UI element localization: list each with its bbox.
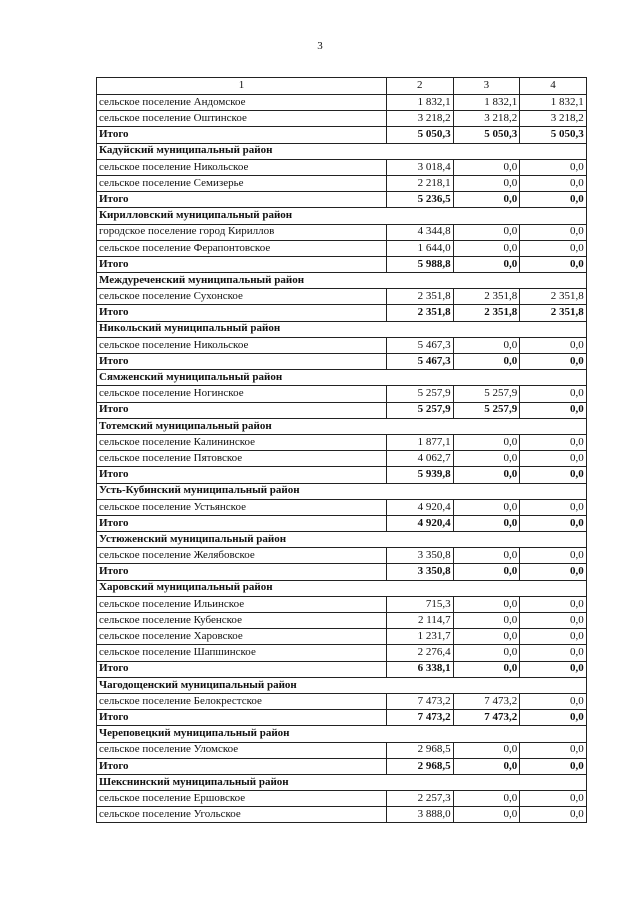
col-4-value: 0,0 bbox=[520, 613, 587, 629]
header-cell-3: 3 bbox=[453, 78, 520, 95]
col-2-value: 2 276,4 bbox=[387, 645, 454, 661]
district-name: Чагодощенский муниципальный район bbox=[97, 677, 587, 693]
col-4-value: 0,0 bbox=[520, 337, 587, 353]
settlement-row bbox=[97, 613, 587, 629]
col-3-value: 5 257,9 bbox=[453, 386, 520, 402]
district-header-row bbox=[97, 321, 587, 337]
district-name: Сямженский муниципальный район bbox=[97, 370, 587, 386]
header-row bbox=[97, 78, 587, 95]
col-4-value: 0,0 bbox=[520, 159, 587, 175]
col-4-value: 1 832,1 bbox=[520, 95, 587, 111]
col-2-value: 2 257,3 bbox=[387, 791, 454, 807]
total-row bbox=[97, 564, 587, 580]
total-label: Итого bbox=[97, 758, 387, 774]
header-cell-2: 2 bbox=[387, 78, 454, 95]
total-label: Итого bbox=[97, 127, 387, 143]
settlement-name: сельское поселение Уломское bbox=[97, 742, 387, 758]
settlement-row bbox=[97, 499, 587, 515]
district-name: Усть-Кубинский муниципальный район bbox=[97, 483, 587, 499]
col-3-value: 5 257,9 bbox=[453, 402, 520, 418]
total-label: Итого bbox=[97, 515, 387, 531]
col-3-value: 0,0 bbox=[453, 337, 520, 353]
col-3-value: 0,0 bbox=[453, 758, 520, 774]
total-row bbox=[97, 661, 587, 677]
col-2-value: 5 988,8 bbox=[387, 256, 454, 272]
col-3-value: 5 050,3 bbox=[453, 127, 520, 143]
col-3-value: 0,0 bbox=[453, 548, 520, 564]
total-label: Итого bbox=[97, 661, 387, 677]
district-header-row bbox=[97, 418, 587, 434]
district-header-row bbox=[97, 483, 587, 499]
col-4-value: 0,0 bbox=[520, 354, 587, 370]
settlement-row bbox=[97, 95, 587, 111]
total-row bbox=[97, 305, 587, 321]
col-2-value: 5 257,9 bbox=[387, 386, 454, 402]
total-row bbox=[97, 467, 587, 483]
district-header-row bbox=[97, 774, 587, 790]
district-name: Харовский муниципальный район bbox=[97, 580, 587, 596]
settlement-name: сельское поселение Угольское bbox=[97, 807, 387, 823]
district-name: Устюженский муниципальный район bbox=[97, 532, 587, 548]
total-label: Итого bbox=[97, 354, 387, 370]
settlement-row bbox=[97, 791, 587, 807]
settlement-name: сельское поселение Ершовское bbox=[97, 791, 387, 807]
col-3-value: 0,0 bbox=[453, 192, 520, 208]
settlement-row bbox=[97, 111, 587, 127]
settlement-name: сельское поселение Устьянское bbox=[97, 499, 387, 515]
col-2-value: 5 467,3 bbox=[387, 354, 454, 370]
col-3-value: 0,0 bbox=[453, 499, 520, 515]
total-label: Итого bbox=[97, 192, 387, 208]
col-4-value: 0,0 bbox=[520, 564, 587, 580]
col-4-value: 0,0 bbox=[520, 548, 587, 564]
col-4-value: 0,0 bbox=[520, 224, 587, 240]
district-name: Тотемский муниципальный район bbox=[97, 418, 587, 434]
district-header-row bbox=[97, 370, 587, 386]
total-label: Итого bbox=[97, 710, 387, 726]
col-2-value: 2 351,8 bbox=[387, 305, 454, 321]
settlement-row bbox=[97, 224, 587, 240]
col-2-value: 1 832,1 bbox=[387, 95, 454, 111]
col-4-value: 0,0 bbox=[520, 386, 587, 402]
settlement-row bbox=[97, 548, 587, 564]
settlement-row bbox=[97, 337, 587, 353]
settlement-name: сельское поселение Никольское bbox=[97, 337, 387, 353]
col-4-value: 2 351,8 bbox=[520, 289, 587, 305]
total-label: Итого bbox=[97, 564, 387, 580]
col-3-value: 0,0 bbox=[453, 515, 520, 531]
budget-table bbox=[96, 77, 587, 823]
col-2-value: 5 257,9 bbox=[387, 402, 454, 418]
col-3-value: 0,0 bbox=[453, 629, 520, 645]
district-header-row bbox=[97, 677, 587, 693]
col-3-value: 2 351,8 bbox=[453, 289, 520, 305]
col-4-value: 0,0 bbox=[520, 175, 587, 191]
col-3-value: 0,0 bbox=[453, 661, 520, 677]
col-3-value: 0,0 bbox=[453, 645, 520, 661]
district-name: Череповецкий муниципальный район bbox=[97, 726, 587, 742]
settlement-name: сельское поселение Никольское bbox=[97, 159, 387, 175]
col-3-value: 7 473,2 bbox=[453, 693, 520, 709]
district-name: Шекснинский муниципальный район bbox=[97, 774, 587, 790]
settlement-row bbox=[97, 289, 587, 305]
col-3-value: 0,0 bbox=[453, 240, 520, 256]
col-3-value: 0,0 bbox=[453, 564, 520, 580]
col-2-value: 7 473,2 bbox=[387, 693, 454, 709]
settlement-row bbox=[97, 434, 587, 450]
total-label: Итого bbox=[97, 305, 387, 321]
col-2-value: 7 473,2 bbox=[387, 710, 454, 726]
col-2-value: 3 218,2 bbox=[387, 111, 454, 127]
col-2-value: 3 350,8 bbox=[387, 548, 454, 564]
total-row bbox=[97, 402, 587, 418]
settlement-row bbox=[97, 451, 587, 467]
settlement-name: сельское поселение Пятовское bbox=[97, 451, 387, 467]
total-row bbox=[97, 515, 587, 531]
district-header-row bbox=[97, 143, 587, 159]
settlement-name: сельское поселение Семизерье bbox=[97, 175, 387, 191]
table-body bbox=[97, 95, 587, 823]
col-2-value: 1 644,0 bbox=[387, 240, 454, 256]
settlement-row bbox=[97, 596, 587, 612]
settlement-row bbox=[97, 645, 587, 661]
settlement-name: сельское поселение Желябовское bbox=[97, 548, 387, 564]
col-3-value: 0,0 bbox=[453, 791, 520, 807]
settlement-name: сельское поселение Шапшинское bbox=[97, 645, 387, 661]
col-2-value: 4 920,4 bbox=[387, 515, 454, 531]
col-2-value: 5 467,3 bbox=[387, 337, 454, 353]
col-4-value: 0,0 bbox=[520, 434, 587, 450]
col-3-value: 0,0 bbox=[453, 354, 520, 370]
col-2-value: 4 062,7 bbox=[387, 451, 454, 467]
district-header-row bbox=[97, 273, 587, 289]
header-cell-4: 4 bbox=[520, 78, 587, 95]
col-4-value: 0,0 bbox=[520, 467, 587, 483]
col-4-value: 3 218,2 bbox=[520, 111, 587, 127]
settlement-name: сельское поселение Калининское bbox=[97, 434, 387, 450]
col-3-value: 0,0 bbox=[453, 159, 520, 175]
settlement-name: городское поселение город Кириллов bbox=[97, 224, 387, 240]
col-2-value: 4 920,4 bbox=[387, 499, 454, 515]
total-label: Итого bbox=[97, 467, 387, 483]
col-3-value: 1 832,1 bbox=[453, 95, 520, 111]
total-row bbox=[97, 127, 587, 143]
col-3-value: 0,0 bbox=[453, 451, 520, 467]
settlement-row bbox=[97, 159, 587, 175]
col-3-value: 0,0 bbox=[453, 175, 520, 191]
col-2-value: 6 338,1 bbox=[387, 661, 454, 677]
district-header-row bbox=[97, 208, 587, 224]
settlement-row bbox=[97, 742, 587, 758]
col-2-value: 5 236,5 bbox=[387, 192, 454, 208]
col-4-value: 0,0 bbox=[520, 661, 587, 677]
col-2-value: 2 968,5 bbox=[387, 758, 454, 774]
col-3-value: 7 473,2 bbox=[453, 710, 520, 726]
settlement-row bbox=[97, 240, 587, 256]
total-label: Итого bbox=[97, 402, 387, 418]
settlement-row bbox=[97, 175, 587, 191]
header-cell-1: 1 bbox=[97, 78, 387, 95]
col-4-value: 0,0 bbox=[520, 693, 587, 709]
col-3-value: 0,0 bbox=[453, 613, 520, 629]
total-label: Итого bbox=[97, 256, 387, 272]
col-2-value: 2 114,7 bbox=[387, 613, 454, 629]
col-4-value: 0,0 bbox=[520, 596, 587, 612]
settlement-name: сельское поселение Белокрестское bbox=[97, 693, 387, 709]
col-2-value: 715,3 bbox=[387, 596, 454, 612]
col-3-value: 0,0 bbox=[453, 596, 520, 612]
col-3-value: 0,0 bbox=[453, 742, 520, 758]
col-2-value: 1 877,1 bbox=[387, 434, 454, 450]
settlement-row bbox=[97, 807, 587, 823]
col-4-value: 0,0 bbox=[520, 791, 587, 807]
settlement-name: сельское поселение Харовское bbox=[97, 629, 387, 645]
settlement-name: сельское поселение Ногинское bbox=[97, 386, 387, 402]
col-4-value: 0,0 bbox=[520, 256, 587, 272]
col-4-value: 0,0 bbox=[520, 629, 587, 645]
settlement-name: сельское поселение Ферапонтовское bbox=[97, 240, 387, 256]
col-3-value: 0,0 bbox=[453, 434, 520, 450]
district-name: Междуреченский муниципальный район bbox=[97, 273, 587, 289]
col-4-value: 0,0 bbox=[520, 710, 587, 726]
district-header-row bbox=[97, 580, 587, 596]
settlement-row bbox=[97, 386, 587, 402]
col-4-value: 0,0 bbox=[520, 758, 587, 774]
col-3-value: 0,0 bbox=[453, 256, 520, 272]
col-2-value: 5 939,8 bbox=[387, 467, 454, 483]
total-row bbox=[97, 256, 587, 272]
col-4-value: 0,0 bbox=[520, 807, 587, 823]
district-name: Кадуйский муниципальный район bbox=[97, 143, 587, 159]
col-3-value: 0,0 bbox=[453, 807, 520, 823]
col-2-value: 1 231,7 bbox=[387, 629, 454, 645]
col-4-value: 0,0 bbox=[520, 515, 587, 531]
col-3-value: 0,0 bbox=[453, 467, 520, 483]
col-2-value: 2 218,1 bbox=[387, 175, 454, 191]
settlement-row bbox=[97, 693, 587, 709]
total-row bbox=[97, 192, 587, 208]
col-4-value: 0,0 bbox=[520, 645, 587, 661]
col-2-value: 3 350,8 bbox=[387, 564, 454, 580]
col-4-value: 0,0 bbox=[520, 451, 587, 467]
district-name: Никольский муниципальный район bbox=[97, 321, 587, 337]
settlement-name: сельское поселение Оштинское bbox=[97, 111, 387, 127]
total-row bbox=[97, 710, 587, 726]
settlement-name: сельское поселение Сухонское bbox=[97, 289, 387, 305]
col-2-value: 5 050,3 bbox=[387, 127, 454, 143]
settlement-row bbox=[97, 629, 587, 645]
col-3-value: 0,0 bbox=[453, 224, 520, 240]
settlement-name: сельское поселение Кубенское bbox=[97, 613, 387, 629]
total-row bbox=[97, 354, 587, 370]
total-row bbox=[97, 758, 587, 774]
col-4-value: 0,0 bbox=[520, 240, 587, 256]
district-name: Кирилловский муниципальный район bbox=[97, 208, 587, 224]
col-4-value: 2 351,8 bbox=[520, 305, 587, 321]
col-3-value: 3 218,2 bbox=[453, 111, 520, 127]
col-3-value: 2 351,8 bbox=[453, 305, 520, 321]
page-number: 3 bbox=[317, 40, 323, 52]
settlement-name: сельское поселение Андомское bbox=[97, 95, 387, 111]
col-4-value: 0,0 bbox=[520, 499, 587, 515]
col-2-value: 3 888,0 bbox=[387, 807, 454, 823]
col-4-value: 0,0 bbox=[520, 192, 587, 208]
col-2-value: 2 968,5 bbox=[387, 742, 454, 758]
col-4-value: 5 050,3 bbox=[520, 127, 587, 143]
col-4-value: 0,0 bbox=[520, 402, 587, 418]
col-2-value: 3 018,4 bbox=[387, 159, 454, 175]
district-header-row bbox=[97, 532, 587, 548]
settlement-name: сельское поселение Ильинское bbox=[97, 596, 387, 612]
col-4-value: 0,0 bbox=[520, 742, 587, 758]
district-header-row bbox=[97, 726, 587, 742]
col-2-value: 4 344,8 bbox=[387, 224, 454, 240]
col-2-value: 2 351,8 bbox=[387, 289, 454, 305]
